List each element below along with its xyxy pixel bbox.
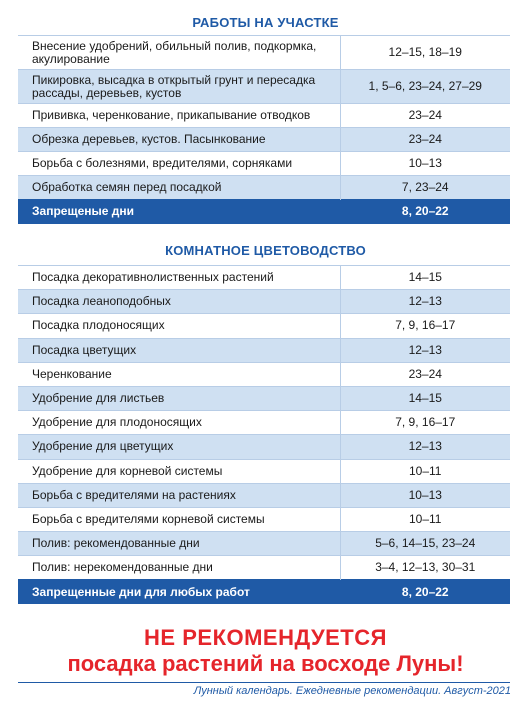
table-row bbox=[18, 483, 510, 507]
days-cell: 3–4, 12–13, 30–31 bbox=[340, 556, 510, 580]
table-row bbox=[18, 314, 510, 338]
table-row bbox=[18, 266, 510, 290]
task-cell: Пикировка, высадка в открытый грунт и пересадка рассады, деревьев, кустов bbox=[18, 70, 340, 104]
days-cell: 14–15 bbox=[340, 386, 510, 410]
days-cell: 12–15, 18–19 bbox=[340, 36, 510, 70]
forbidden-label: Запрещеные дни bbox=[18, 200, 340, 224]
forbidden-label: Запрещенные дни для любых работ bbox=[18, 580, 340, 604]
days-cell: 12–13 bbox=[340, 290, 510, 314]
table-row bbox=[18, 128, 510, 152]
task-cell: Посадка плодоносящих bbox=[18, 314, 340, 338]
task-cell: Борьба с вредителями на растениях bbox=[18, 483, 340, 507]
table-row bbox=[18, 362, 510, 386]
task-cell: Удобрение для корневой системы bbox=[18, 459, 340, 483]
days-cell: 7, 23–24 bbox=[340, 176, 510, 200]
days-cell: 7, 9, 16–17 bbox=[340, 411, 510, 435]
warning-line-1: НЕ РЕКОМЕНДУЕТСЯ bbox=[144, 625, 387, 650]
task-cell: Посадка декоративнолиственных растений bbox=[18, 266, 340, 290]
task-cell: Черенкование bbox=[18, 362, 340, 386]
task-cell: Удобрение для плодоносящих bbox=[18, 411, 340, 435]
footer-divider bbox=[18, 682, 510, 683]
days-cell: 10–11 bbox=[340, 507, 510, 531]
days-cell: 7, 9, 16–17 bbox=[340, 314, 510, 338]
days-cell: 12–13 bbox=[340, 338, 510, 362]
table-row bbox=[18, 435, 510, 459]
task-cell: Обрезка деревьев, кустов. Пасынкование bbox=[18, 128, 340, 152]
task-cell: Борьба с вредителями корневой системы bbox=[18, 507, 340, 531]
forbidden-days: 8, 20–22 bbox=[340, 200, 510, 224]
table-row bbox=[18, 338, 510, 362]
task-cell: Полив: нерекомендованные дни bbox=[18, 556, 340, 580]
task-cell: Внесение удобрений, обильный полив, подкормка, акулирование bbox=[18, 36, 340, 70]
days-cell: 10–11 bbox=[340, 459, 510, 483]
days-cell: 23–24 bbox=[340, 128, 510, 152]
task-cell: Посадка леаноподобных bbox=[18, 290, 340, 314]
task-cell: Обработка семян перед посадкой bbox=[18, 176, 340, 200]
table-row bbox=[18, 556, 510, 580]
days-cell: 14–15 bbox=[340, 266, 510, 290]
task-cell: Удобрение для листьев bbox=[18, 386, 340, 410]
garden-works-table bbox=[18, 35, 510, 224]
footer-caption: Лунный календарь. Ежедневные рекомендации. Август-2021 bbox=[193, 685, 511, 697]
task-cell: Удобрение для цветущих bbox=[18, 435, 340, 459]
indoor-flowers-table bbox=[18, 265, 510, 604]
table-row bbox=[18, 507, 510, 531]
section-title-indoor: КОМНАТНОЕ ЦВЕТОВОДСТВО bbox=[165, 243, 366, 258]
table-row bbox=[18, 36, 510, 70]
table-row bbox=[18, 104, 510, 128]
days-cell: 5–6, 14–15, 23–24 bbox=[340, 532, 510, 556]
days-cell: 10–13 bbox=[340, 152, 510, 176]
table-row bbox=[18, 411, 510, 435]
task-cell: Полив: рекомендованные дни bbox=[18, 532, 340, 556]
warning-line-2: посадка растений на восходе Луны! bbox=[67, 651, 464, 676]
table-row bbox=[18, 532, 510, 556]
table-row bbox=[18, 152, 510, 176]
days-cell: 10–13 bbox=[340, 483, 510, 507]
task-cell: Борьба с болезнями, вредителями, сорняками bbox=[18, 152, 340, 176]
section-title-garden: РАБОТЫ НА УЧАСТКЕ bbox=[192, 15, 339, 30]
forbidden-days: 8, 20–22 bbox=[340, 580, 510, 604]
days-cell: 23–24 bbox=[340, 362, 510, 386]
days-cell: 12–13 bbox=[340, 435, 510, 459]
days-cell: 23–24 bbox=[340, 104, 510, 128]
forbidden-days-row bbox=[18, 200, 510, 224]
days-cell: 1, 5–6, 23–24, 27–29 bbox=[340, 70, 510, 104]
task-cell: Прививка, черенкование, прикапывание отводков bbox=[18, 104, 340, 128]
task-cell: Посадка цветущих bbox=[18, 338, 340, 362]
table-row bbox=[18, 176, 510, 200]
table-row bbox=[18, 459, 510, 483]
forbidden-days-row bbox=[18, 580, 510, 604]
table-row bbox=[18, 70, 510, 104]
table-row bbox=[18, 386, 510, 410]
table-row bbox=[18, 290, 510, 314]
